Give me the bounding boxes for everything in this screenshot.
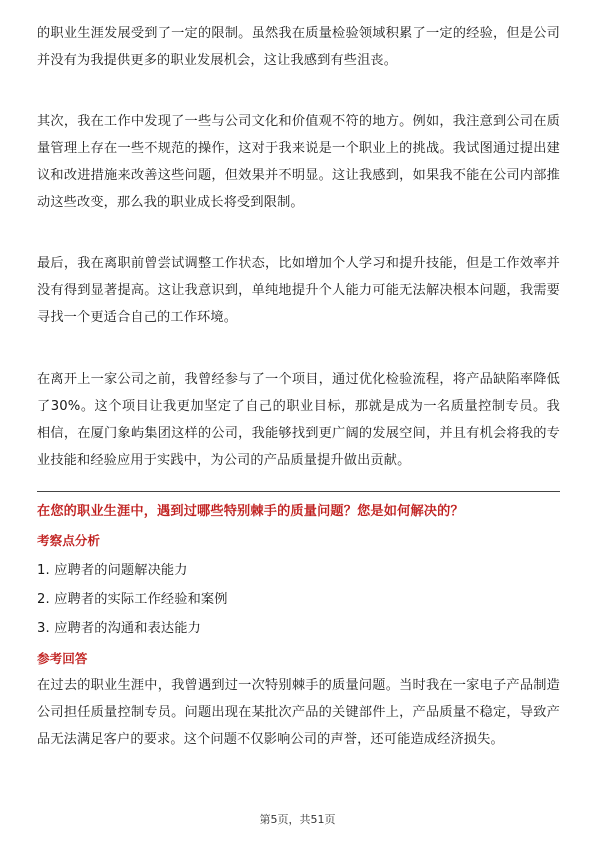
list-item: 3. 应聘者的沟通和表达能力 — [37, 621, 201, 636]
answer-heading: 参考回答 — [37, 651, 88, 666]
page-number-footer: 第5页，共51页 — [259, 813, 336, 826]
paragraph-career-limit: 的职业生涯发展受到了一定的限制。虽然我在质量检验领域积累了一定的经验，但是公司并没有为我提供更多的职业发展机会，这让我感到有些沮丧。 — [37, 26, 560, 68]
paragraph-adjustment-attempt: 最后，我在离职前曾尝试调整工作状态，比如增加个人学习和提升技能，但是工作效率并没有得到显著提高。这让我意识到，单纯地提升个人能力可能无法解决根本问题，我需要寻找一个更适合自己的工作环境。 — [37, 256, 560, 325]
list-item: 1. 应聘者的问题解决能力 — [37, 563, 188, 578]
section-divider — [37, 491, 560, 492]
interview-question: 在您的职业生涯中，遇到过哪些特别棘手的质量问题？您是如何解决的？ — [37, 504, 464, 519]
list-item: 2. 应聘者的实际工作经验和案例 — [37, 592, 228, 607]
answer-paragraph: 在过去的职业生涯中，我曾遇到过一次特别棘手的质量问题。当时我在一家电子产品制造公司担任质量控制专员。问题出现在某批次产品的关键部件上，产品质量不稳定，导致产品无法满足客户的要求。这个问题不仅影响公司的声誉，还可能造成经济损失。 — [37, 678, 560, 747]
analysis-list — [37, 556, 560, 643]
analysis-heading: 考察点分析 — [37, 533, 100, 548]
paragraph-culture-mismatch: 其次，我在工作中发现了一些与公司文化和价值观不符的地方。例如，我注意到公司在质量管理上存在一些不规范的操作，这对于我来说是一个职业上的挑战。我试图通过提出建议和改进措施来改善这些问题，但效果并不明显。这让我感到，如果我不能在公司内部推动这些改变，那么我的职业成长将受到限制。 — [37, 114, 560, 210]
paragraph-project-experience: 在离开上一家公司之前，我曾经参与了一个项目，通过优化检验流程，将产品缺陷率降低了30%。这个项目让我更加坚定了自己的职业目标，那就是成为一名质量控制专员。我相信，在厦门象屿集团这样的公司，我能够找到更广阔的发展空间，并且有机会将我的专业技能和经验应用于实践中，为公司的产品质量提升做出贡献。 — [37, 372, 560, 468]
